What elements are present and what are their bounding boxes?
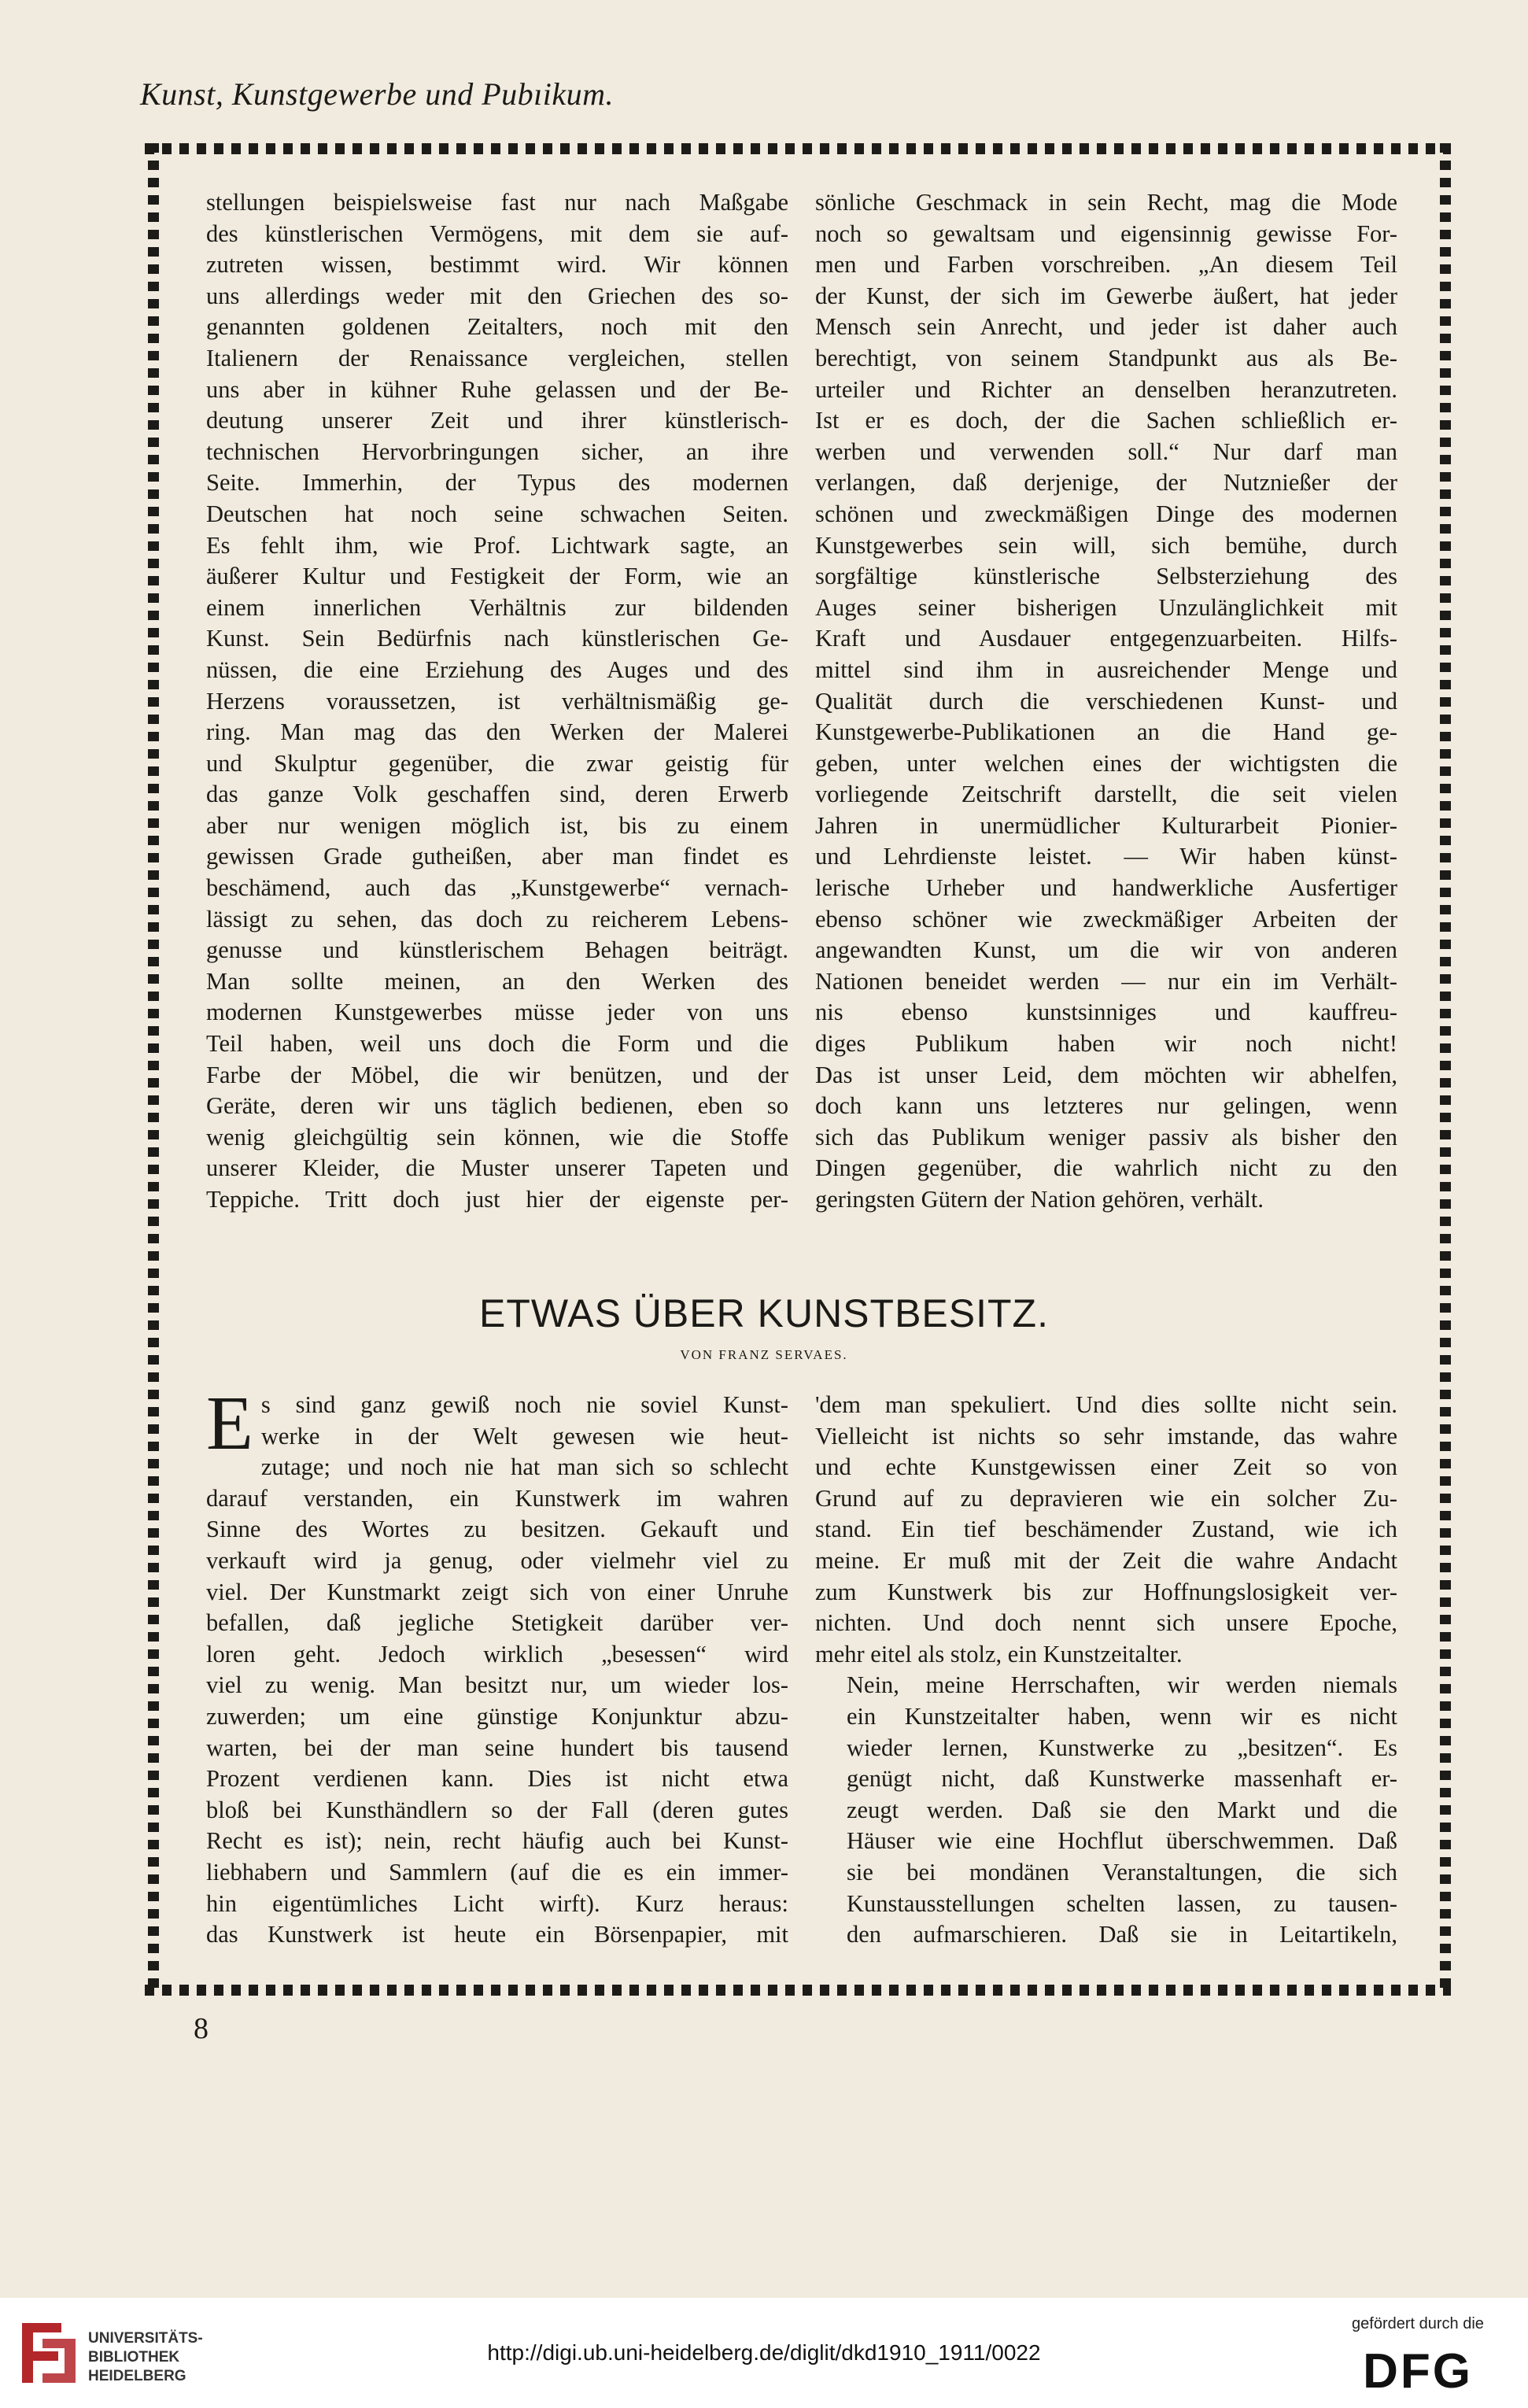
text-line: Jahren in unermüdlicher Kulturarbeit Pionier- [815,811,1397,839]
text-line: der Kunst, der sich im Gewerbe äußert, hat jeder [815,282,1397,309]
text-line: Qualität durch die verschiedenen Kunst- und [815,687,1397,715]
dfg-logo-icon: DFG [1363,2344,1473,2399]
page-number: 8 [194,2012,209,2045]
text-line: Dingen gegenüber, die wahrlich nicht zu den [815,1154,1397,1182]
article-right-column [815,1390,1397,1951]
text-line: 'dem man spekuliert. Und dies sollte nicht sein. [815,1391,1397,1418]
frame-bottom-border [145,1985,1451,1996]
text-line: noch so gewaltsam und eigensinnig gewisse For- [815,220,1397,247]
text-line: Sinne des Wortes zu besitzen. Gekauft und [206,1516,788,1543]
text-line: das Kunstwerk ist heute ein Börsenpapier, mit [206,1921,788,1948]
article-byline: VON FRANZ SERVAES. [680,1347,848,1362]
article-title: ETWAS ÜBER KUNSTBESITZ. [478,1291,1049,1335]
text-line: den aufmarschieren. Daß sie in Leitartikeln, [847,1921,1397,1948]
text-line: Seite. Immerhin, der Typus des modernen [206,469,788,497]
text-line: Nein, meine Herrschaften, wir werden niemals [847,1671,1397,1699]
text-line: und Skulptur gegenüber, die zwar geistig für [206,749,788,777]
text-line: meine. Er muß mit der Zeit die wahre Andacht [815,1546,1397,1574]
text-line: genannten goldenen Zeitalters, noch mit den [206,313,788,341]
text-line: zutreten wissen, bestimmt wird. Wir können [206,251,788,279]
text-line: zeugt werden. Daß sie den Markt und die [847,1796,1397,1823]
text-line: genusse und künstlerischem Behagen beiträgt. [206,936,788,964]
text-line: Das ist unser Leid, dem möchten wir abhelfen, [815,1061,1397,1088]
paragraph [815,1670,1397,1950]
text-line: Ist er es doch, der die Sachen schließlich er- [815,407,1397,434]
permalink-url[interactable]: http://digi.ub.uni-heidelberg.de/diglit/dkd1910_1911/0022 [487,2340,1041,2365]
text-line: Teppiche. Tritt doch just hier der eigenste per- [206,1186,788,1213]
text-line: Auges seiner bisherigen Unzulänglichkeit mit [815,593,1397,621]
text-line: angewandten Kunst, um die wir von anderen [815,936,1397,964]
text-line: mehr eitel als stolz, ein Kunstzeitalter. [815,1640,1183,1668]
frame-right-border [1440,143,1451,1996]
text-line: stand. Ein tief beschämender Zustand, wie ich [815,1516,1397,1543]
text-line: verkauft wird ja genug, oder vielmehr viel zu [206,1546,788,1574]
text-line: zum Kunstwerk bis zur Hoffnungslosigkeit ver- [815,1578,1397,1605]
text-line: lässigt zu sehen, das doch zu reicherem Lebens- [206,905,788,933]
text-line: befallen, daß jegliche Stetigkeit darüber ver- [206,1609,788,1637]
text-line: technischen Hervorbringungen sicher, an ihre [206,438,788,465]
text-line: men und Farben vorschreiben. „An diesem Teil [815,251,1397,279]
funding-note: gefördert durch die [1352,2315,1484,2332]
text-line: Kunstausstellungen schelten lassen, zu tausen- [847,1889,1397,1917]
text-line: aber nur wenigen möglich ist, bis zu einem [206,811,788,839]
text-line: nichten. Und doch nennt sich unsere Epoche, [815,1609,1397,1637]
text-line: darauf verstanden, ein Kunstwerk im wahren [206,1484,788,1512]
text-line: Kunstgewerbes sein will, sich bemühe, durch [815,531,1397,559]
text-line: werke in der Welt gewesen wie heut- [260,1422,788,1450]
text-line: geben, unter welchen eines der wichtigsten die [815,749,1397,777]
text-line: sie bei mondänen Veranstaltungen, die sich [847,1858,1397,1885]
text-line: verlangen, daß derjenige, der Nutznießer der [815,469,1397,497]
text-line: viel zu wenig. Man besitzt nur, um wieder los- [206,1671,788,1699]
text-line: zuwerden; um eine günstige Konjunktur abzu- [206,1702,788,1730]
text-line: deutung unserer Zeit und ihrer künstlerisch- [206,407,788,434]
digitization-footer [0,2298,1528,2408]
text-line: Häuser wie eine Hochflut überschwemmen. Daß [847,1827,1397,1855]
library-name-line1: UNIVERSITÄTS- [88,2330,203,2347]
text-line: berechtigt, von seinem Standpunkt aus als Be- [815,344,1397,371]
text-line: Vielleicht ist nichts so sehr imstande, das wahre [815,1422,1397,1450]
text-line: Geräte, deren wir uns täglich bedienen, eben so [206,1092,788,1120]
running-head: Kunst, Kunstgewerbe und Pubıikum. [140,76,615,112]
text-line: ring. Man mag das den Werken der Malerei [206,718,788,746]
upper-left-column [206,187,788,1216]
text-line: Man sollte meinen, an den Werken des [206,967,788,995]
text-line: s sind ganz gewiß noch nie soviel Kunst- [260,1391,788,1418]
text-line: schönen und zweckmäßigen Dinge des modernen [815,500,1397,527]
text-line: Farbe der Möbel, die wir benützen, und der [206,1061,788,1088]
text-line: liebhabern und Sammlern (auf die es ein immer- [206,1858,788,1885]
text-line: nüssen, die eine Erziehung des Auges und des [206,656,788,683]
text-line: warten, bei der man seine hundert bis tausend [206,1734,788,1761]
paragraph [815,187,1397,1216]
paragraph [206,187,788,1216]
text-line: urteiler und Richter an denselben heranzutreten. [815,375,1397,403]
article-left-column [206,1381,788,1951]
text-line: und Lehrdienste leistet. — Wir haben künst- [815,843,1397,870]
text-line: stellungen beispielsweise fast nur nach Maßgabe [206,189,788,216]
text-line: vorliegende Zeitschrift darstellt, die seit vielen [815,781,1397,808]
text-line: viel. Der Kunstmarkt zeigt sich von einer Unruhe [206,1578,788,1605]
text-line: geringsten Gütern der Nation gehören, verhält. [815,1186,1264,1213]
text-line: ebenso schöner wie zweckmäßiger Arbeiten der [815,905,1397,933]
text-line: Kraft und Ausdauer entgegenzuarbeiten. Hilfs- [815,625,1397,652]
paragraph [815,1390,1397,1670]
text-line: Italienern der Renaissance vergleichen, stellen [206,344,788,371]
text-line: Es fehlt ihm, wie Prof. Lichtwark sagte, an [206,531,788,559]
text-line: Recht es ist); nein, recht häufig auch bei Kunst- [206,1827,788,1855]
text-line: sorgfältige künstlerische Selbsterziehung des [815,563,1397,590]
text-line: unserer Kleider, die Muster unserer Tapeten und [206,1154,788,1182]
text-line: Teil haben, weil uns doch die Form und die [206,1030,788,1058]
text-line: sich das Publikum weniger passiv als bisher den [815,1123,1397,1150]
text-line: nis ebenso kunstsinniges und kauffreu- [815,999,1397,1026]
text-line: werben und verwenden soll.“ Nur darf man [815,438,1397,465]
text-line: doch kann uns letzteres nur gelingen, wenn [815,1092,1397,1120]
text-line: wieder lernen, Kunstwerke zu „besitzen“. Es [847,1734,1397,1761]
text-line: genügt nicht, daß Kunstwerke massenhaft er- [847,1765,1397,1793]
frame-top-border [145,143,1451,154]
text-line: bloß bei Kunsthändlern so der Fall (deren gutes [206,1796,788,1823]
text-line: beschämend, auch das „Kunstgewerbe“ vernach- [206,874,788,902]
text-line: sönliche Geschmack in sein Recht, mag die Mode [815,189,1397,216]
text-line: Mensch sein Anrecht, und jeder ist daher auch [815,313,1397,341]
text-line: Deutschen hat noch seine schwachen Seiten. [206,500,788,527]
text-line: wenig gleichgültig sein können, wie die Stoffe [206,1123,788,1150]
text-line: Nationen beneidet werden — nur ein im Verhält- [815,967,1397,995]
text-line: modernen Kunstgewerbes müsse jeder von uns [206,999,788,1026]
text-line: diges Publikum haben wir noch nicht! [815,1030,1397,1058]
drop-cap: E [206,1381,253,1466]
text-line: gewissen Grade gutheißen, aber man findet es [206,843,788,870]
text-line: ein Kunstzeitalter haben, wenn wir es nicht [847,1702,1397,1730]
text-line: Kunstgewerbe-Publikationen an die Hand ge- [815,718,1397,746]
text-line: und echte Kunstgewissen einer Zeit so von [815,1453,1397,1481]
text-line: lerische Urheber und handwerkliche Ausfertiger [815,874,1397,902]
text-line: mittel sind ihm in ausreichender Menge und [815,656,1397,683]
text-line: zutage; und noch nie hat man sich so schlecht [260,1453,788,1481]
text-line: hin eigentümliches Licht wirft). Kurz heraus: [206,1889,788,1917]
library-name-line2: BIBLIOTHEK [88,2349,180,2366]
paragraph [206,1381,788,1951]
text-line: loren geht. Jedoch wirklich „besessen“ wird [206,1640,788,1668]
text-line: das ganze Volk geschaffen sind, deren Erwerb [206,781,788,808]
text-line: äußerer Kultur und Festigkeit der Form, wie an [206,563,788,590]
text-line: des künstlerischen Vermögens, mit dem sie auf- [206,220,788,247]
text-line: Grund auf zu depravieren wie ein solcher Zu- [815,1484,1397,1512]
frame-left-border [148,143,159,1996]
library-name-line3: HEIDELBERG [88,2368,186,2384]
text-line: uns allerdings weder mit den Griechen des so- [206,282,788,309]
text-line: Herzens voraussetzen, ist verhältnismäßig ge- [206,687,788,715]
text-line: uns aber in kühner Ruhe gelassen und der Be- [206,375,788,403]
text-line: Kunst. Sein Bedürfnis nach künstlerischen Ge- [206,625,788,652]
text-line: Prozent verdienen kann. Dies ist nicht etwa [206,1765,788,1793]
text-line: einem innerlichen Verhältnis zur bildenden [206,593,788,621]
upper-right-column [815,187,1397,1216]
